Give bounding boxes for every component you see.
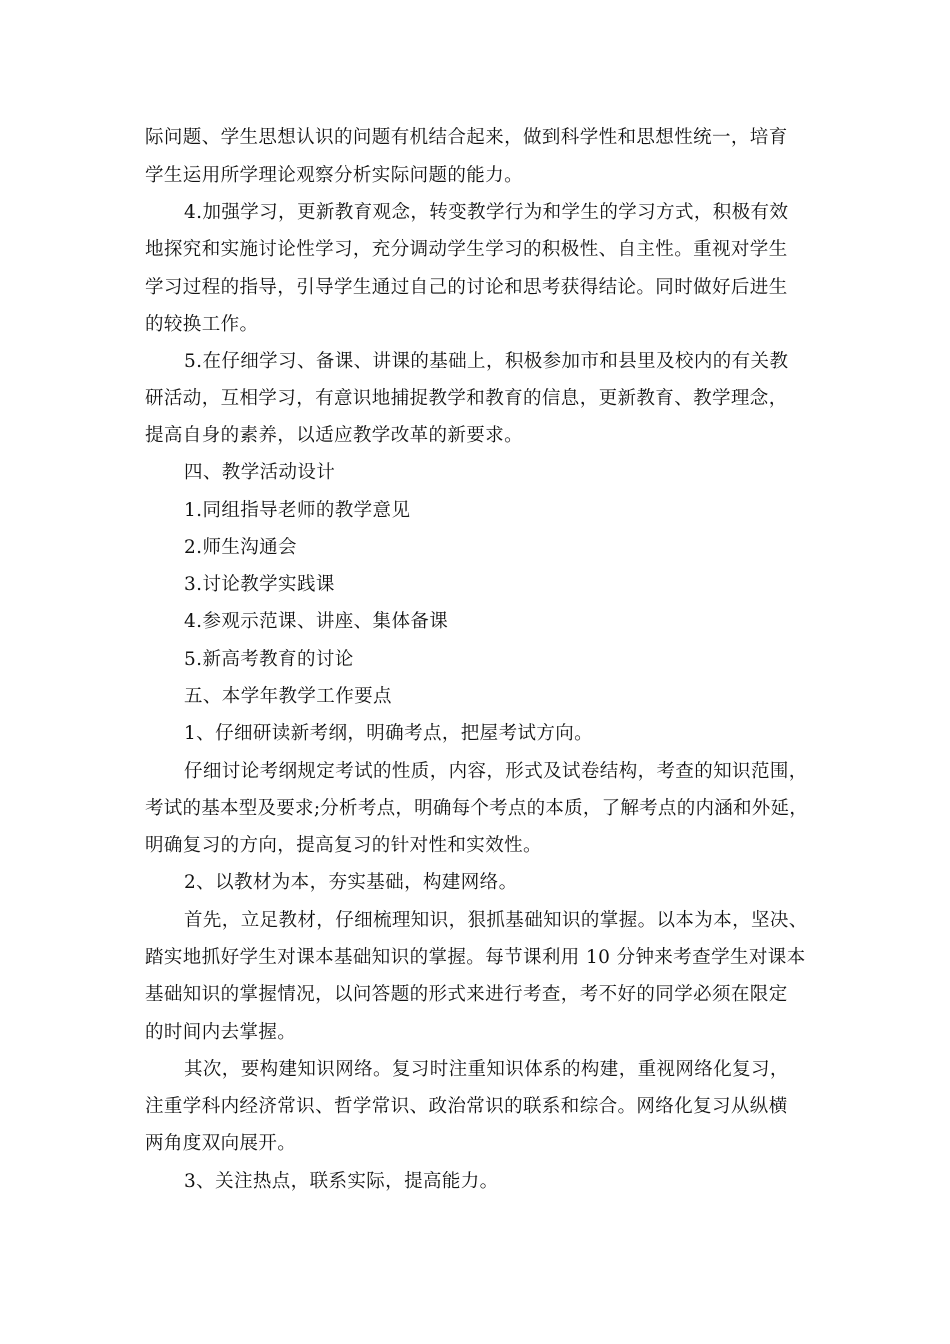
list-item: 4.参观示范课、讲座、集体备课 — [184, 611, 449, 632]
text-line: 两角度双向展开。 — [145, 1133, 297, 1154]
text-line: 地探究和实施讨论性学习，充分调动学生学习的积极性、自主性。重视对学生 — [145, 239, 788, 260]
text-line: 5.在仔细学习、备课、讲课的基础上，积极参加市和县里及校内的有关教 — [184, 351, 789, 372]
text-line: 考试的基本型及要求;分析考点，明确每个考点的本质，了解考点的内涵和外延， — [145, 798, 808, 819]
text-line: 的时间内去掌握。 — [145, 1022, 297, 1043]
text-line: 4.加强学习，更新教育观念，转变教学行为和学生的学习方式，积极有效 — [184, 202, 789, 223]
subsection-heading: 2、以教材为本，夯实基础，构建网络。 — [184, 872, 518, 893]
subsection-heading: 1、仔细研读新考纲，明确考点，把屋考试方向。 — [184, 723, 594, 744]
list-item: 3.讨论教学实践课 — [184, 574, 335, 595]
text-line: 学生运用所学理论观察分析实际问题的能力。 — [145, 165, 524, 186]
list-item: 2.师生沟通会 — [184, 537, 297, 558]
section-heading: 五、本学年教学工作要点 — [184, 686, 392, 707]
list-item: 1.同组指导老师的教学意见 — [184, 500, 411, 521]
text-line: 注重学科内经济常识、哲学常识、政治常识的联系和综合。网络化复习从纵横 — [145, 1096, 788, 1117]
section-heading: 四、教学活动设计 — [184, 462, 336, 483]
list-item: 5.新高考教育的讨论 — [184, 649, 354, 670]
text-line: 学习过程的指导，引导学生通过自己的讨论和思考获得结论。同时做好后进生 — [145, 277, 788, 298]
text-line: 踏实地抓好学生对课本基础知识的掌握。每节课利用 10 分钟来考查学生对课本 — [145, 947, 806, 968]
subsection-heading: 3、关注热点，联系实际，提高能力。 — [184, 1171, 499, 1192]
text-line: 明确复习的方向，提高复习的针对性和实效性。 — [145, 835, 542, 856]
text-line: 首先，立足教材，仔细梳理知识，狠抓基础知识的掌握。以本为本，坚决、 — [184, 910, 808, 931]
text-line: 仔细讨论考纲规定考试的性质，内容，形式及试卷结构，考查的知识范围， — [184, 761, 808, 782]
text-line: 际问题、学生思想认识的问题有机结合起来，做到科学性和思想性统一，培育 — [145, 127, 788, 148]
text-line: 研活动，互相学习，有意识地捕捉教学和教育的信息，更新教育、教学理念， — [145, 388, 788, 409]
text-line: 基础知识的掌握情况，以问答题的形式来进行考查，考不好的同学必须在限定 — [145, 984, 788, 1005]
text-line: 的较换工作。 — [145, 314, 259, 335]
text-line: 其次，要构建知识网络。复习时注重知识体系的构建，重视网络化复习， — [184, 1059, 789, 1080]
text-line: 提高自身的素养，以适应教学改革的新要求。 — [145, 425, 524, 446]
